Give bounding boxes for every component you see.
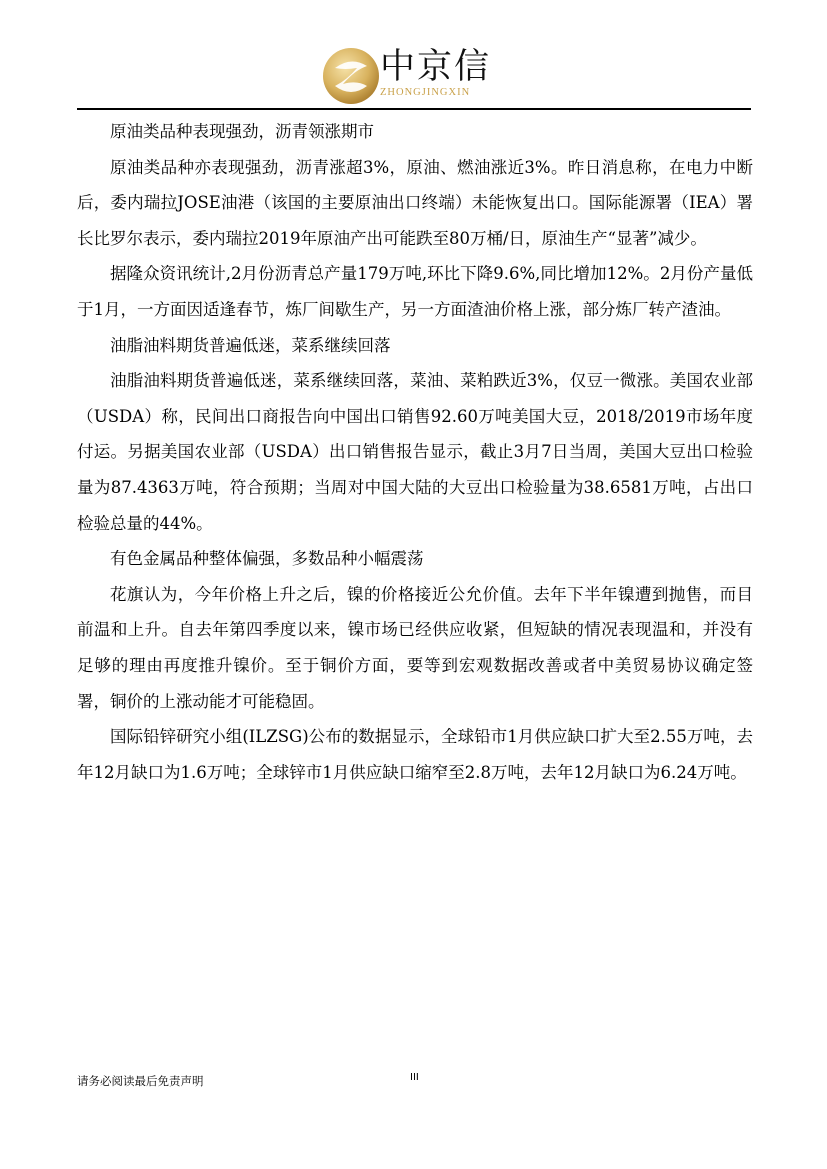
paragraph-nickel-copper: 花旗认为，今年价格上升之后，镍的价格接近公允价值。去年下半年镍遭到抛售，而目前温和上升。自去年第四季度以来，镍市场已经供应收紧，但短缺的情况表现温和，并没有足够的理由再度推升镍价。至于铜价方面，要等到宏观数据改善或者中美贸易协议确定签署，铜价的上涨动能才可能稳固。 (77, 584, 753, 711)
paragraph-lead-zinc: 国际铅锌研究小组(ILZSG)公布的数据显示，全球铅市1月供应缺口扩大至2.55万吨，去年12月缺口为1.6万吨；全球锌市1月供应缺口缩窄至2.8万吨，去年12月缺口为6.24万吨。 (77, 727, 753, 782)
footer-disclaimer: 请务必阅读最后免责声明 (77, 1074, 204, 1088)
section-heading-oils: 油脂油料期货普遍低迷，菜系继续回落 (110, 335, 391, 355)
paragraph-asphalt: 据隆众资讯统计,2月份沥青总产量179万吨,环比下降9.6%,同比增加12%。2月份产量低于1月，一方面因适逢春节，炼厂间歇生产，另一方面渣油价格上涨，部分炼厂转产渣油。 (77, 264, 753, 319)
header-divider (77, 108, 751, 110)
zhongjingxin-logo-icon (321, 46, 381, 106)
paragraph-oils: 油脂油料期货普遍低迷，菜系继续回落，菜油、菜粕跌近3%，仅豆一微涨。美国农业部（USDA）称，民间出口商报告向中国出口销售92.60万吨美国大豆，2018/2019市场年度付运。另据美国农业部（USDA）出口销售报告显示，截止3月7日当周，美国大豆出口检验量为87.4363万吨，符合预期；当周对中国大陆的大豆出口检验量为38.6581万吨，占出口检验总量的44%。 (77, 371, 753, 533)
page-header (0, 0, 827, 112)
section-heading-metals: 有色金属品种整体偏强，多数品种小幅震荡 (110, 549, 424, 569)
paragraph-crude-oil: 原油类品种亦表现强劲，沥青涨超3%，原油、燃油涨近3%。昨日消息称，在电力中断后，委内瑞拉JOSE油港（该国的主要原油出口终端）未能恢复出口。国际能源署（IEA）署长比罗尔表示，委内瑞拉2019年原油产出可能跌至80万桶/日，原油生产“显著”减少。 (77, 157, 753, 248)
brand-pinyin: ZHONGJINGXIN (380, 87, 471, 98)
document-body (77, 114, 753, 790)
page-number: III (410, 1072, 419, 1083)
brand-name: 中京信 (380, 47, 492, 87)
section-heading-crude-oil: 原油类品种表现强劲，沥青领涨期市 (110, 122, 374, 141)
